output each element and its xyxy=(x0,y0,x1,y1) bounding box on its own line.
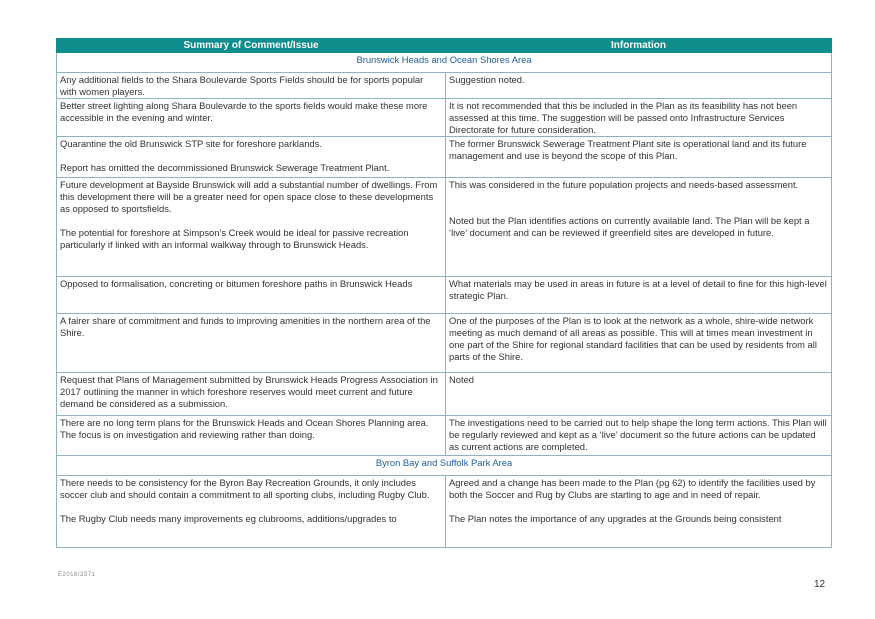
info-cell xyxy=(446,178,832,277)
section-row xyxy=(57,456,832,476)
table-row xyxy=(57,476,832,548)
info-text: The Plan notes the importance of any upgrades at the Grounds being consistent xyxy=(449,513,782,524)
comment-text: Future development at Bayside Brunswick will add a substantial number of dwellings. From this development there will be a greater need for open space close to these developments as opposed to sportsfields. xyxy=(60,179,438,214)
section-title-byron: Byron Bay and Suffolk Park Area xyxy=(57,456,832,476)
comment-text: The potential for foreshore at Simpson’s Creek would be ideal for passive recreation particularly if linked with an informal walkway through to Brunswick Heads. xyxy=(60,227,409,250)
comment-cell xyxy=(57,73,446,99)
table-row xyxy=(57,277,832,314)
comment-text: Report has omitted the decommissioned Brunswick Sewerage Treatment Plant. xyxy=(60,162,390,173)
section-row xyxy=(57,53,832,73)
info-text: Noted xyxy=(449,374,475,385)
comment-cell xyxy=(57,277,446,314)
page-number: 12 xyxy=(814,579,826,590)
comments-table xyxy=(56,38,832,548)
table-row xyxy=(57,73,832,99)
comment-text: Opposed to formalisation, concreting or bitumen foreshore paths in Brunswick Heads xyxy=(60,278,413,289)
comment-text: The Rugby Club needs many improvements eg clubrooms, additions/upgrades to xyxy=(60,513,397,524)
info-text: The former Brunswick Sewerage Treatment Plant site is operational land and its future management and use is beyond the scope of this Plan. xyxy=(449,138,807,161)
info-text: Suggestion noted. xyxy=(449,74,525,85)
comment-cell xyxy=(57,416,446,456)
comment-cell xyxy=(57,476,446,548)
comment-text: There needs to be consistency for the Byron Bay Recreation Grounds, it only includes soccer club and should contain a commitment to all sporting clubs, including Rugby Club. xyxy=(60,477,430,500)
comment-text: A fairer share of commitment and funds to improving amenities in the northern area of the Shire. xyxy=(60,315,431,338)
comment-cell xyxy=(57,137,446,178)
document-reference: E2018/2371 xyxy=(58,572,96,578)
comment-text: Quarantine the old Brunswick STP site for foreshore parklands. xyxy=(60,138,322,149)
info-cell xyxy=(446,416,832,456)
comment-text: Better street lighting along Shara Boulevarde to the sports fields would make these more accessible in the evening and winter. xyxy=(60,100,428,123)
info-text: Agreed and a change has been made to the Plan (pg 62) to identify the facilities used by both the Soccer and Rug by Clubs are starting to age and in need of repair. xyxy=(449,477,816,500)
header-row xyxy=(57,39,832,53)
info-text: Noted but the Plan identifies actions on currently available land. The Plan will be kept a ‘live’ document and can be reviewed if greenfield sites are developed in future. xyxy=(449,215,810,238)
table-row xyxy=(57,416,832,456)
info-cell xyxy=(446,373,832,416)
info-text: What materials may be used in areas in future is at a level of detail to fine for this high-level strategic Plan. xyxy=(449,278,827,301)
info-text: It is not recommended that this be included in the Plan as its feasibility has not been assessed at this time. The suggestion will be passed onto Infrastructure Services Directorate for future consideration. xyxy=(449,100,798,135)
comment-text: Request that Plans of Management submitted by Brunswick Heads Progress Association in 2017 outlining the manner in which foreshore reserves would meet current and future demand be considered as a submission. xyxy=(60,374,438,409)
comment-cell xyxy=(57,314,446,373)
comment-cell xyxy=(57,373,446,416)
header-information: Information xyxy=(446,39,832,53)
info-cell xyxy=(446,476,832,548)
info-cell xyxy=(446,137,832,178)
info-cell xyxy=(446,314,832,373)
info-cell xyxy=(446,99,832,137)
comment-cell xyxy=(57,99,446,137)
table-row xyxy=(57,314,832,373)
info-cell xyxy=(446,277,832,314)
section-title-brunswick: Brunswick Heads and Ocean Shores Area xyxy=(57,53,832,73)
info-text: One of the purposes of the Plan is to look at the network as a whole, shire-wide network meeting as much demand of all areas as possible. This will at times mean investment in one part of the Shire for regional standard facilities that can be used by residents from all parts of the Shire. xyxy=(449,315,817,362)
comment-cell xyxy=(57,178,446,277)
table-row xyxy=(57,99,832,137)
info-text: This was considered in the future population projects and needs-based assessment. xyxy=(449,179,799,190)
table-row xyxy=(57,373,832,416)
comment-text: Any additional fields to the Shara Boulevarde Sports Fields should be for sports popular with women players. xyxy=(60,74,424,97)
table-row xyxy=(57,178,832,277)
table-row xyxy=(57,137,832,178)
info-text: The investigations need to be carried out to help shape the long term actions. This Plan will be regularly reviewed and kept as a ‘live’ document so the future actions can be updated as current actions are completed. xyxy=(449,417,827,452)
info-cell xyxy=(446,73,832,99)
header-summary: Summary of Comment/Issue xyxy=(57,39,446,53)
comment-text: There are no long term plans for the Brunswick Heads and Ocean Shores Planning area. The focus is on investigation and reviewing rather than doing. xyxy=(60,417,429,440)
